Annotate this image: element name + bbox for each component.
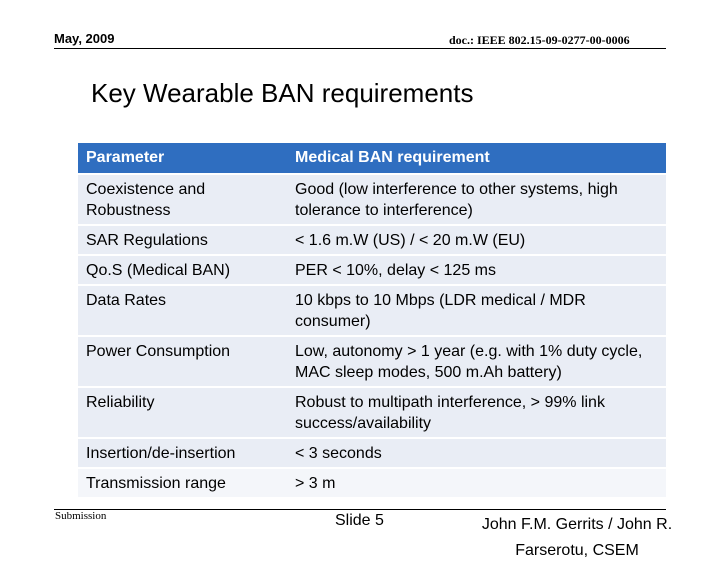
table-row <box>78 174 666 225</box>
column-header-parameter: Parameter <box>78 143 287 174</box>
parameter-cell: SAR Regulations <box>78 225 287 255</box>
requirement-cell: < 3 seconds <box>287 438 666 468</box>
slide-title: Key Wearable BAN requirements <box>91 78 474 108</box>
table-row <box>78 225 666 255</box>
column-header-requirement: Medical BAN requirement <box>287 143 666 174</box>
table-row <box>78 387 666 438</box>
footer-divider <box>54 509 666 510</box>
table-row <box>78 336 666 387</box>
requirement-cell: > 3 m <box>287 468 666 498</box>
table-row <box>78 285 666 336</box>
requirement-cell: < 1.6 m.W (US) / < 20 m.W (EU) <box>287 225 666 255</box>
table-row <box>78 468 666 498</box>
requirement-cell: Good (low interference to other systems, high tolerance to interference) <box>287 174 666 225</box>
table-row <box>78 255 666 285</box>
footer-submission: Submission <box>55 510 107 522</box>
table-header-row <box>78 143 666 174</box>
parameter-cell: Insertion/de-insertion <box>78 438 287 468</box>
requirement-cell: Robust to multipath interference, > 99% link success/availability <box>287 387 666 438</box>
header-date: May, 2009 <box>54 31 115 46</box>
footer-author: John F.M. Gerrits / John R. Farserotu, CSEM <box>481 516 673 559</box>
requirement-cell: Low, autonomy > 1 year (e.g. with 1% duty cycle, MAC sleep modes, 500 m.Ah battery) <box>287 336 666 387</box>
parameter-cell: Reliability <box>78 387 287 438</box>
header-doc-id: doc.: IEEE 802.15-09-0277-00-0006 <box>449 33 630 47</box>
parameter-cell: Qo.S (Medical BAN) <box>78 255 287 285</box>
parameter-cell: Data Rates <box>78 285 287 336</box>
table-row <box>78 438 666 468</box>
parameter-cell: Power Consumption <box>78 336 287 387</box>
slide-number: Slide 5 <box>335 512 384 529</box>
requirements-table <box>78 143 666 499</box>
header-divider <box>54 48 666 49</box>
requirement-cell: PER < 10%, delay < 125 ms <box>287 255 666 285</box>
parameter-cell: Coexistence and Robustness <box>78 174 287 225</box>
parameter-cell: Transmission range <box>78 468 287 498</box>
requirement-cell: 10 kbps to 10 Mbps (LDR medical / MDR consumer) <box>287 285 666 336</box>
